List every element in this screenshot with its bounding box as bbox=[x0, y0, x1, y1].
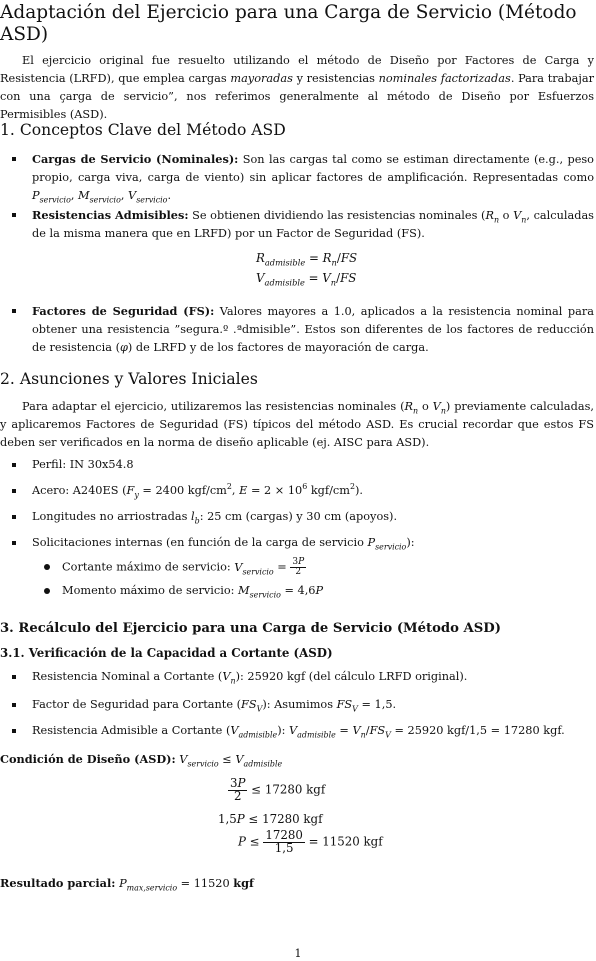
list-item-acero: Acero: A240ES ($F_y = 2400$ kgf/$cm^2$, $E = 2 \times 10^6$ kgf/$cm^2$). bbox=[12, 482, 594, 500]
list-item-resistencias-admisibles: Resistencias Admisibles: Se obtienen dividiendo las resistencias nominales ($R_n$ o $V_n$, calculadas de la misma manera que en LRFD) por un Factor de Seguridad (FS). bbox=[12, 206, 594, 243]
list-item-longitudes: Longitudes no arriostradas $l_b$: 25 cm (cargas) y 30 cm (apoyos). bbox=[12, 508, 594, 526]
list-item-factor-seguridad: Factor de Seguridad para Cortante $(FS_V)$: Asumimos $FS_V = 1,5$. bbox=[12, 696, 594, 714]
bullet-marker bbox=[12, 157, 16, 161]
section-heading-3: 3. Recálculo del Ejercicio para una Carga de Servicio (Método ASD) bbox=[0, 621, 501, 636]
bullet-marker bbox=[12, 463, 16, 467]
bullet-marker bbox=[12, 675, 16, 679]
equation-condition-3: P ≤ $\frac{17280}{1,5}$ = 11520 kgf bbox=[238, 828, 383, 855]
bullet-marker bbox=[12, 541, 16, 545]
list-item-cargas-servicio: Cargas de Servicio (Nominales): Son las cargas tal como se estiman directamente (e.g., peso propio, carga viva, carga de viento) sin aplicar factores de amplificación. Representadas como $P_{servicio}$, $M_{servicio}$, $V_{servicio}$. bbox=[12, 150, 594, 205]
design-condition: Condición de Diseño (ASD): $V_{servicio} \le V_{admisible}$ bbox=[0, 752, 283, 769]
list-item-resistencia-admisible: Resistencia Admisible a Cortante $(V_{admisible})$: $V_{admisible} = V_n/FS_V = 25920$ kgf/1,5 = 17280 kgf. bbox=[12, 722, 594, 740]
equation-v-admisible: $V_{admisible} = V_n/FS$ bbox=[256, 271, 357, 288]
equation-r-admisible: $R_{admisible} = R_n/FS$ bbox=[256, 251, 358, 268]
section-heading-1: 1. Conceptos Clave del Método ASD bbox=[0, 121, 286, 139]
list-item-factores-seguridad: Factores de Seguridad (FS): Valores mayores a 1.0, aplicados a la resistencia nominal para obtener una resistencia ”segura.º .ªdmisible”. Estos son diferentes de los factores de reducción de resistencia (φ) de LRFD y de los factores de mayoración de carga. bbox=[12, 302, 594, 357]
sublist-item-cortante: Cortante máximo de servicio: $V_{servicio}$ = $\frac{3P}{2}$ bbox=[44, 558, 584, 577]
bullet-marker bbox=[12, 729, 16, 733]
sublist-item-momento: Momento máximo de servicio: $M_{servicio} = 4,6P$ bbox=[44, 582, 584, 600]
bullet-marker bbox=[12, 489, 16, 493]
page-title: Adaptación del Ejercicio para una Carga de Servicio (Método ASD) bbox=[0, 2, 577, 45]
bullet-marker bbox=[12, 703, 16, 707]
equation-condition-1: $\frac{3P}{2}$ ≤ 17280 kgf bbox=[230, 776, 326, 803]
page-number: 1 bbox=[294, 947, 302, 960]
bullet-marker bbox=[12, 309, 16, 313]
bullet-marker bbox=[44, 564, 50, 570]
intro-paragraph: El ejercicio original fue resuelto utilizando el método de Diseño por Factores de Carga y Resistencia (LRFD), que emplea cargas mayoradas y resistencias nominales factorizadas. Para trabajar con una çarga de servicio”, nos referimos generalmente al método de Diseño por Esfuerzos Permisibles (ASD). bbox=[0, 54, 594, 121]
assumptions-paragraph: Para adaptar el ejercicio, utilizaremos las resistencias nominales ($R_n$ o $V_n$) previamente calculadas, y aplicaremos Factores de Seguridad (FS) típicos del método ASD. Es crucial recordar que estos FS deben ser verificados en la norma de diseño aplicable (ej. AISC para ASD). bbox=[0, 400, 595, 449]
bullet-marker bbox=[12, 213, 16, 217]
list-item-resistencia-nominal: Resistencia Nominal a Cortante $(V_n)$: 25920 kgf (del cálculo LRFD original). bbox=[12, 668, 594, 686]
bullet-marker bbox=[44, 588, 50, 594]
bullet-marker bbox=[12, 515, 16, 519]
list-item-perfil: Perfil: IN 30x54.8 bbox=[12, 456, 594, 474]
equation-condition-2: 1,5P ≤ 17280 kgf bbox=[218, 812, 323, 826]
section-heading-2: 2. Asunciones y Valores Iniciales bbox=[0, 370, 258, 388]
subsection-heading-3-1: 3.1. Verificación de la Capacidad a Cortante (ASD) bbox=[0, 646, 333, 660]
list-item-solicitaciones: Solicitaciones internas (en función de la carga de servicio $P_{servicio}$): bbox=[12, 534, 594, 552]
partial-result: Resultado parcial: $P_{max,servicio} = 11520$ kgf bbox=[0, 876, 254, 893]
